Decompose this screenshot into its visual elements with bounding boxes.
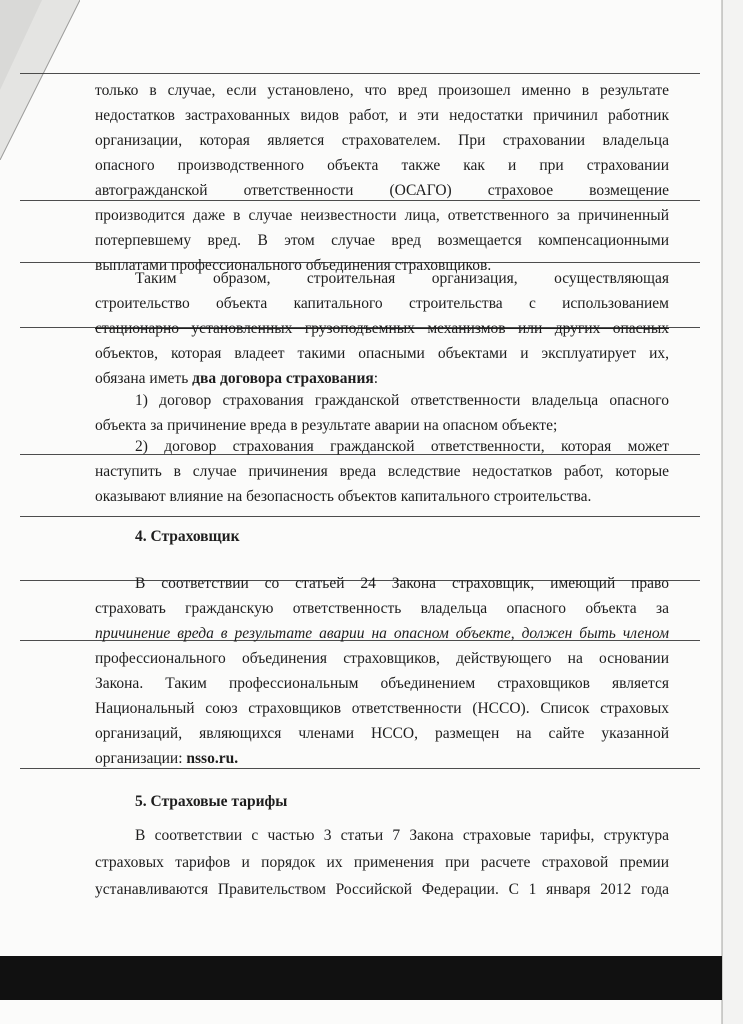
page-edge: [722, 0, 743, 1024]
text-line: объектов, которая владеет такими опасными объектами и эксплуатирует их,: [95, 345, 669, 362]
text-line: автогражданской ответственности (ОСАГО) страховое возмещение: [95, 182, 669, 199]
text-line: страховать гражданскую ответственность владельца опасного объекта за: [95, 600, 669, 617]
text-fragment: организации:: [95, 750, 187, 767]
text-line: В соответствии с частью 3 статьи 7 Закона страховые тарифы, структура: [135, 827, 669, 844]
text-line: строительство объекта капитального строительства с использованием: [95, 295, 669, 312]
text-line: страховых тарифов и порядок их применения при расчете страховой премии: [95, 854, 669, 871]
emphasis-two-contracts: два договора страхования: [192, 370, 374, 387]
scan-bottom-shadow: [0, 956, 722, 1000]
text-line: недостатков застрахованных видов работ, и эти недостатки причинил работник: [95, 107, 669, 124]
text-line: стационарно установленных грузоподъемных механизмов или других опасных: [95, 320, 669, 337]
text-line: В соответствии со статьей 24 Закона страховщик, имеющий право: [135, 575, 669, 592]
text-line: организации, которая является страхователем. При страховании владельца: [95, 132, 669, 149]
scan-line: [20, 73, 700, 74]
text-line: потерпевшему вред. В этом случае вред возмещается компенсационными: [95, 232, 669, 249]
text-line: Закона. Таким профессиональным объединением страховщиков является: [95, 675, 669, 692]
text-fragment: :: [373, 370, 379, 387]
text-fragment: обязана иметь: [95, 370, 193, 387]
text-line: профессионального объединения страховщиков, действующего на основании: [95, 650, 669, 667]
text-line: причинение вреда в результате аварии на опасном объекте, должен быть членом: [95, 625, 669, 642]
section-heading-insurer: 4. Страховщик: [135, 528, 240, 545]
text-line: организаций, являющихся членами НССО, размещен на сайте указанной: [95, 725, 669, 742]
text-line: 1) договор страхования гражданской ответственности владельца опасного: [135, 392, 669, 409]
text-line: только в случае, если установлено, что вред произошел именно в результате: [95, 82, 669, 99]
text-line: производится даже в случае неизвестности лица, ответственного за причиненный: [95, 207, 669, 224]
text-line: выплатами профессионального объединения страховщиков.: [95, 257, 492, 274]
section-heading-tariffs: 5. Страховые тарифы: [135, 793, 288, 810]
text-line: 2) договор страхования гражданской ответственности, которая может: [135, 438, 669, 455]
text-line: оказывают влияние на безопасность объектов капитального строительства.: [95, 488, 592, 505]
text-line: объекта за причинение вреда в результате аварии на опасном объекте;: [95, 417, 558, 434]
website-nsso: nsso.ru.: [186, 750, 239, 767]
folded-corner: [0, 0, 80, 160]
text-line: [95, 367, 669, 391]
text-line: [95, 747, 669, 771]
text-line: опасного производственного объекта также как и при страховании: [95, 157, 669, 174]
text-line: Таким образом, строительная организация, осуществляющая: [135, 270, 669, 287]
text-line: Национальный союз страховщиков ответственности (НССО). Список страховых: [95, 700, 669, 717]
text-line: наступить в случае причинения вреда вследствие недостатков работ, которые: [95, 463, 669, 480]
scan-line: [20, 516, 700, 517]
text-line: устанавливаются Правительством Российской Федерации. С 1 января 2012 года: [95, 881, 669, 898]
